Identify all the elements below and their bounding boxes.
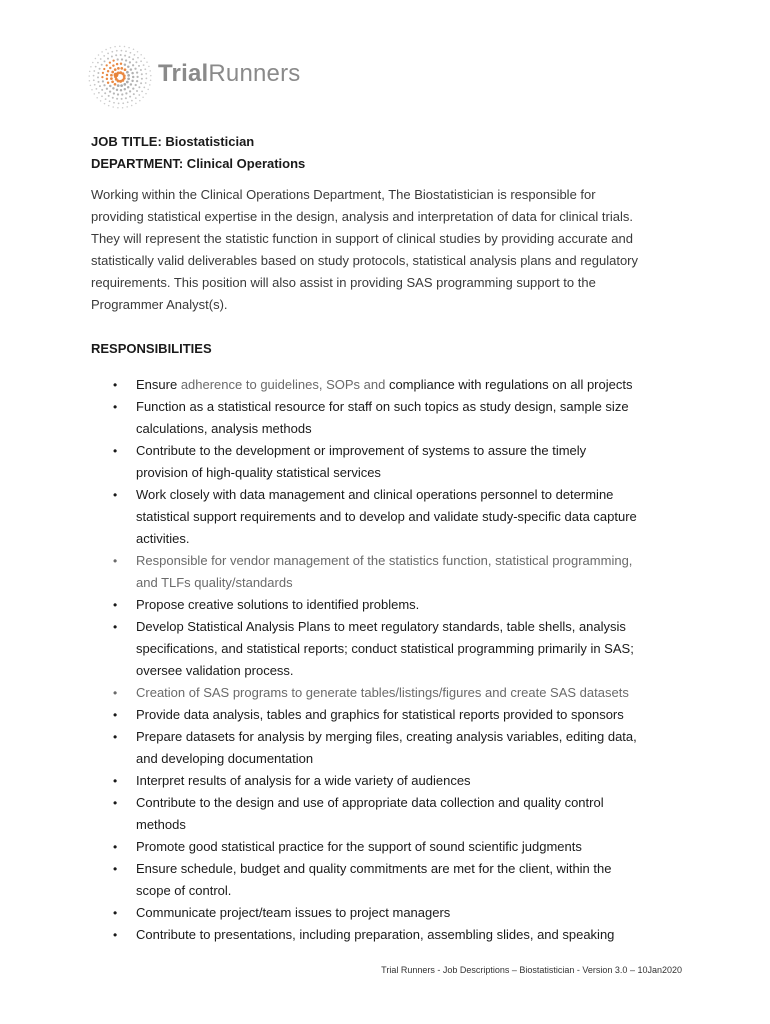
logo-dot (104, 92, 106, 94)
logo-dot (135, 84, 137, 86)
logo-dot (129, 96, 131, 98)
logo-dot (95, 66, 97, 68)
responsibility-text-segment: compliance with regulations on all projects (388, 377, 633, 392)
logo-dot (98, 54, 100, 56)
logo-dot (145, 82, 147, 84)
logo-dot (132, 64, 134, 66)
responsibility-item (91, 374, 691, 396)
logo-dot (112, 106, 114, 108)
logo-dot (99, 85, 101, 87)
logo-dot (112, 97, 114, 99)
logo-dot (125, 97, 127, 99)
logo-dot (126, 71, 129, 74)
logo-dot (112, 59, 114, 61)
logo-dot (120, 89, 122, 91)
logo-dot (142, 97, 144, 99)
logo-dot (144, 57, 146, 59)
logo-dot (95, 58, 97, 60)
logo-dot (102, 80, 104, 82)
logo-dot (112, 87, 114, 89)
logo-dot (99, 68, 101, 70)
logo-dot (106, 64, 108, 66)
logo-dot (131, 105, 133, 107)
responsibility-line: Provide data analysis, tables and graphics for statistical reports provided to sponsors (136, 707, 624, 722)
bullet-icon: • (113, 862, 118, 876)
page-footer: Trial Runners - Job Descriptions – Biostatistician - Version 3.0 – 10Jan2020 (381, 965, 682, 975)
logo-dot (100, 58, 102, 60)
logo-dot (133, 93, 135, 95)
logo-dot (106, 78, 108, 80)
logo-dot (140, 82, 142, 84)
logo-center-dot (114, 73, 119, 78)
responsibility-line: Contribute to the development or improvement of systems to assure the timely (136, 443, 587, 458)
logo-dot (121, 98, 123, 100)
logo-dot (134, 68, 136, 70)
logo-dot (123, 74, 126, 77)
logo-dot (136, 80, 138, 82)
logo-dot (132, 58, 134, 60)
logo-dot (97, 76, 99, 78)
logo-dot (130, 83, 132, 85)
responsibility-text-segment: Ensure (136, 377, 181, 392)
logo-dot (125, 92, 127, 94)
logo-dot (126, 81, 129, 84)
responsibility-line: Responsible for vendor management of the statistics function, statistical programming, (136, 553, 633, 568)
logo-dot (107, 70, 109, 72)
logo-dot (98, 92, 100, 94)
responsibility-line: Propose creative solutions to identified problems. (136, 597, 420, 612)
logo-dot (141, 78, 143, 80)
logo-dot (143, 87, 145, 89)
logo-dot (96, 88, 98, 90)
logo-dot (90, 66, 92, 68)
responsibility-line: Contribute to the design and use of appropriate data collection and quality control (136, 795, 604, 810)
responsibility-line: activities. (136, 531, 190, 546)
responsibility-line: methods (136, 817, 186, 832)
logo-dot (121, 50, 123, 52)
logo-dot (140, 54, 142, 56)
responsibility-item (91, 396, 691, 440)
logo-dot (131, 80, 133, 82)
responsibility-item (91, 594, 691, 616)
logo-dot (127, 86, 129, 88)
logo-dot (93, 70, 95, 72)
logo-dot (109, 67, 111, 69)
logo-dot (92, 62, 94, 64)
logo-dot (146, 61, 148, 63)
intro-line: Programmer Analyst(s). (91, 297, 228, 312)
responsibility-line: Promote good statistical practice for the support of sound scientific judgments (136, 839, 582, 854)
logo-dot (117, 58, 119, 60)
responsibility-item (91, 440, 691, 484)
logo-dot (150, 75, 152, 77)
responsibility-item (91, 704, 691, 726)
logo-dot (120, 54, 122, 56)
logo-dot (125, 50, 127, 52)
logo-dot (126, 106, 128, 108)
job-title: JOB TITLE: Biostatistician (91, 134, 255, 149)
bullet-icon: • (113, 796, 118, 810)
logo-dot (109, 100, 111, 102)
bullet-icon: • (113, 730, 118, 744)
logo-dot (145, 73, 147, 75)
logo-wordmark (158, 60, 300, 88)
intro-line: requirements. This position will also assist in providing SAS programming support to the (91, 275, 596, 290)
department: DEPARTMENT: Clinical Operations (91, 156, 306, 171)
logo-dot (114, 83, 117, 86)
logo-dot (120, 84, 123, 87)
logo-dot (124, 63, 126, 65)
responsibility-line: Develop Statistical Analysis Plans to meet regulatory standards, table shells, analysis (136, 619, 626, 634)
logo-dot (135, 103, 137, 105)
intro-line: providing statistical expertise in the design, analysis and interpretation of data for clinical trials. (91, 209, 633, 224)
logo-dot (122, 102, 124, 104)
logo-dot (127, 101, 129, 103)
logo-dot (116, 89, 118, 91)
logo-dot (117, 84, 120, 87)
logo-dot (133, 49, 135, 51)
bullet-icon: • (113, 444, 118, 458)
logo-dot (121, 58, 123, 60)
logo-dot (145, 93, 147, 95)
logo-dot (125, 59, 127, 61)
logo-dot (143, 64, 145, 66)
logo-dot (117, 107, 119, 109)
bullet-icon: • (113, 620, 118, 634)
logo-dot (123, 83, 126, 86)
logo-dot (89, 71, 91, 73)
logo-dot (117, 67, 120, 70)
responsibility-line: Prepare datasets for analysis by merging files, creating analysis variables, editing data, (136, 729, 637, 744)
logo-dot (98, 81, 100, 83)
bullet-icon: • (113, 554, 118, 568)
logo-dot (132, 87, 134, 89)
responsibility-line: calculations, analysis methods (136, 421, 312, 436)
logo-dot (129, 90, 131, 92)
logo-dot (135, 61, 137, 63)
responsibility-item (91, 484, 691, 550)
responsibility-item (91, 792, 691, 836)
bullet-icon: • (113, 840, 118, 854)
responsibility-line: specifications, and statistical reports; conduct statistical programming primarily in SAS; (136, 641, 634, 656)
logo-dot (101, 51, 103, 53)
responsibility-item (91, 902, 691, 924)
logo-dot (134, 54, 136, 56)
bullet-icon: • (113, 686, 118, 700)
logo-dot (111, 51, 113, 53)
logo-dot (107, 58, 109, 60)
logo-dot (119, 80, 122, 83)
logo-dot (140, 60, 142, 62)
logo-dot (110, 77, 113, 80)
logo-dot (131, 72, 133, 74)
logo-dot (96, 97, 98, 99)
logo-dot (128, 47, 130, 49)
logo-dot (106, 74, 108, 76)
logo-dot (102, 72, 104, 74)
responsibility-line: Work closely with data management and clinical operations personnel to determine (136, 487, 614, 502)
intro-line: They will represent the statistic function in support of clinical studies by providing accurate and (91, 231, 633, 246)
logo-dot (141, 91, 143, 93)
logo-dot (124, 46, 126, 48)
logo-dot (97, 62, 99, 64)
bullet-icon: • (113, 488, 118, 502)
logo-dot (107, 81, 109, 83)
logo-dot (121, 93, 123, 95)
logo-dot (100, 100, 102, 102)
responsibility-line: provision of high-quality statistical services (136, 465, 381, 480)
logo-dot (109, 90, 111, 92)
responsibility-item (91, 858, 691, 902)
bullet-icon: • (113, 400, 118, 414)
logo-dot (135, 97, 137, 99)
logo-dot (127, 74, 130, 77)
logo-dot (112, 64, 114, 66)
responsibilities-heading: RESPONSIBILITIES (91, 341, 212, 356)
logo-dot (91, 89, 93, 91)
logo-dot (111, 80, 114, 83)
logo-dot (140, 69, 142, 71)
logo-dot-sphere-icon (88, 42, 154, 112)
logo-dot (136, 90, 138, 92)
trialrunners-logo (88, 42, 318, 112)
bullet-icon: • (113, 378, 118, 392)
logo-dot (109, 61, 111, 63)
responsibility-line: Contribute to presentations, including preparation, assembling slides, and speaking (136, 927, 615, 942)
logo-dot (129, 61, 131, 63)
responsibility-item (91, 836, 691, 858)
logo-dot (116, 98, 118, 100)
logo-dot (97, 72, 99, 74)
logo-dot (124, 88, 126, 90)
logo-dot (136, 76, 138, 78)
intro-paragraph (91, 184, 691, 316)
bullet-icon: • (113, 598, 118, 612)
bullet-icon: • (113, 928, 118, 942)
logo-dot (116, 50, 118, 52)
responsibility-item (91, 616, 691, 682)
logo-dot (101, 95, 103, 97)
responsibilities-list (91, 374, 691, 946)
logo-dot (105, 49, 107, 51)
responsibility-item (91, 726, 691, 770)
logo-dot (108, 105, 110, 107)
logo-dot (122, 107, 124, 109)
bullet-icon: • (113, 906, 118, 920)
logo-dot (138, 65, 140, 67)
logo-dot (120, 67, 123, 70)
responsibility-line: and TLFs quality/standards (136, 575, 293, 590)
responsibility-line: Communicate project/team issues to project managers (136, 905, 451, 920)
logo-dot (137, 51, 139, 53)
job-header (91, 131, 305, 175)
logo-dot (130, 52, 132, 54)
logo-dot (110, 74, 113, 77)
responsibility-item (91, 550, 691, 594)
logo-dot (103, 55, 105, 57)
logo-dot (101, 64, 103, 66)
logo-dot (105, 98, 107, 100)
logo-dot (139, 100, 141, 102)
logo-dot (127, 65, 129, 67)
logo-dot (114, 68, 117, 71)
logo-dot (144, 68, 146, 70)
logo-dot (147, 89, 149, 91)
logo-dot (131, 100, 133, 102)
logo-dot (132, 76, 134, 78)
logo-dot (94, 84, 96, 86)
responsibility-line: Interpret results of analysis for a wide variety of audiences (136, 773, 471, 788)
logo-dot (113, 92, 115, 94)
logo-dot (101, 89, 103, 91)
logo-dot (118, 103, 120, 105)
responsibility-line: and developing documentation (136, 751, 314, 766)
logo-dot (114, 46, 116, 48)
logo-dot (93, 79, 95, 81)
logo-dot (124, 55, 126, 57)
logo-dot (109, 85, 111, 87)
logo-dot (115, 54, 117, 56)
logo-dot (103, 68, 105, 70)
logo-dot (101, 76, 103, 78)
intro-line: statistically valid deliverables based on study protocols, statistical analysis plans and regulatory (91, 253, 639, 268)
responsibility-text-segment: adherence to guidelines, SOPs and (180, 377, 389, 392)
logo-dot (117, 93, 119, 95)
logo-wordmark-runners: Runners (208, 60, 301, 87)
logo-wordmark-trial: Trial (158, 60, 209, 87)
logo-dot (94, 93, 96, 95)
logo-dot (111, 56, 113, 58)
bullet-icon: • (113, 708, 118, 722)
responsibility-item (91, 924, 691, 946)
logo-dot (93, 75, 95, 77)
responsibility-line: oversee validation process. (136, 663, 294, 678)
logo-dot (149, 84, 151, 86)
logo-dot (130, 68, 132, 70)
logo-dot (138, 94, 140, 96)
logo-dot (113, 102, 115, 104)
logo-dot (116, 63, 118, 65)
logo-dot (120, 63, 122, 65)
responsibility-line: Creation of SAS programs to generate tables/listings/figures and create SAS datasets (136, 685, 629, 700)
responsibility-item (91, 682, 691, 704)
logo-dot (141, 73, 143, 75)
intro-line: Working within the Clinical Operations Department, The Biostatistician is responsible for (91, 187, 596, 202)
logo-dot (136, 71, 138, 73)
responsibility-line: scope of control. (136, 883, 232, 898)
logo-dot (150, 80, 152, 82)
logo-dot (138, 86, 140, 88)
logo-dot (128, 56, 130, 58)
logo-dot (111, 71, 114, 74)
responsibility-line: statistical support requirements and to develop and validate study-specific data capture (136, 509, 637, 524)
logo-dot (149, 70, 151, 72)
logo-dot (124, 68, 127, 71)
logo-dot (148, 66, 150, 68)
logo-dot (103, 84, 105, 86)
logo-dot (104, 103, 106, 105)
logo-dot (146, 78, 148, 80)
logo-dot (137, 57, 139, 59)
logo-dot (88, 75, 90, 77)
responsibility-line: Function as a statistical resource for staff on such topics as study design, sample size (136, 399, 629, 414)
logo-dot (108, 95, 110, 97)
logo-dot (104, 60, 106, 62)
logo-dot (110, 47, 112, 49)
responsibility-item (91, 770, 691, 792)
logo-dot (127, 77, 130, 80)
logo-dot (107, 53, 109, 55)
bullet-icon: • (113, 774, 118, 788)
logo-dot (119, 45, 121, 47)
logo-dot (89, 80, 91, 82)
logo-dot (90, 85, 92, 87)
logo-dot (106, 88, 108, 90)
responsibility-line: Ensure schedule, budget and quality commitments are met for the client, within the (136, 861, 612, 876)
